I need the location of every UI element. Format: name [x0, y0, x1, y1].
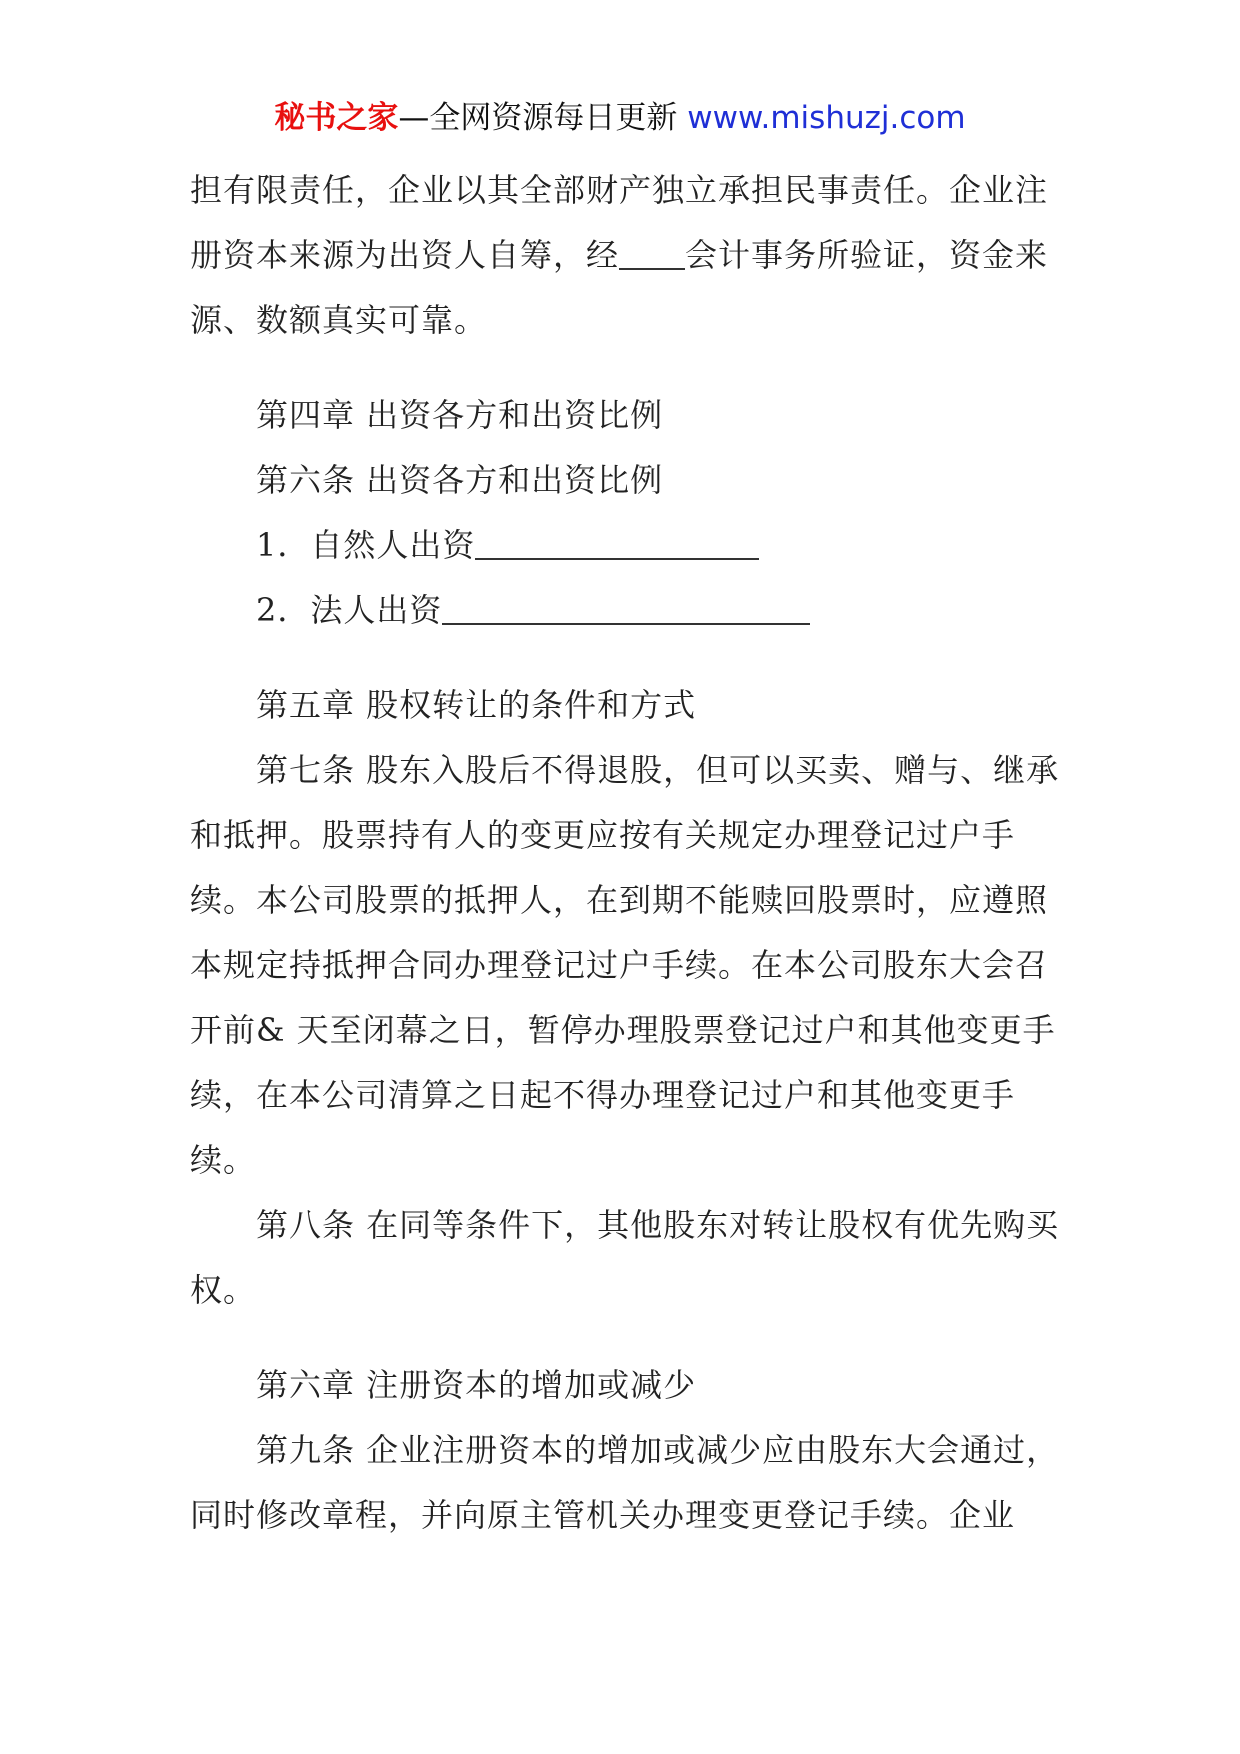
section-gap — [190, 643, 1070, 673]
item-natural-person — [190, 513, 1070, 578]
chapter-5-title: 第五章 股权转让的条件和方式 — [256, 686, 697, 724]
article-9: 第九条 企业注册资本的增加或减少应由股东大会通过，同时修改章程，并向原主管机关办理变更登记手续。企业 — [190, 1431, 1060, 1534]
site-header — [0, 98, 1240, 138]
blank-line-natural-person — [475, 522, 759, 560]
article-8: 第八条 在同等条件下，其他股东对转让股权有优先购买权。 — [190, 1206, 1060, 1309]
document-body — [190, 158, 1070, 1548]
text-capital-source-b: 会计事务所验证，资金来源、数额真实可靠。 — [190, 236, 1049, 339]
header-slogan: —全网资源每日更新 — [398, 100, 678, 136]
item-legal-person — [190, 578, 1070, 643]
header-brand: 秘书之家 — [274, 100, 399, 136]
text-capital-source-a: 担有限责任，企业以其全部财产独立承担民事责任。企业注册资本来源为出资人自筹，经 — [190, 171, 1049, 274]
section-gap — [190, 1323, 1070, 1353]
paragraph-capital-source — [190, 158, 1070, 353]
blank-line-accounting-firm — [619, 232, 685, 270]
article-6-title: 第六条 出资各方和出资比例 — [256, 461, 664, 499]
blank-line-legal-person — [442, 587, 810, 625]
section-gap — [190, 353, 1070, 383]
item-natural-person-label: 1．自然人出资 — [256, 526, 476, 564]
item-legal-person-label: 2．法人出资 — [256, 591, 443, 629]
header-url-link[interactable]: www.mishuzj.com — [687, 100, 966, 136]
article-7: 第七条 股东入股后不得退股，但可以买卖、赠与、继承和抵押。股票持有人的变更应按有关规定办理登记过户手续。本公司股票的抵押人，在到期不能赎回股票时，应遵照本规定持抵押合同办理登记过户手续。在本公司股东大会召开前& 天至闭幕之日，暂停办理股票登记过户和其他变更手续，在本公司清算之日起不得办理登记过户和其他变更手续。 — [190, 751, 1060, 1179]
chapter-4-title: 第四章 出资各方和出资比例 — [256, 396, 664, 434]
chapter-6-title: 第六章 注册资本的增加或减少 — [256, 1366, 697, 1404]
